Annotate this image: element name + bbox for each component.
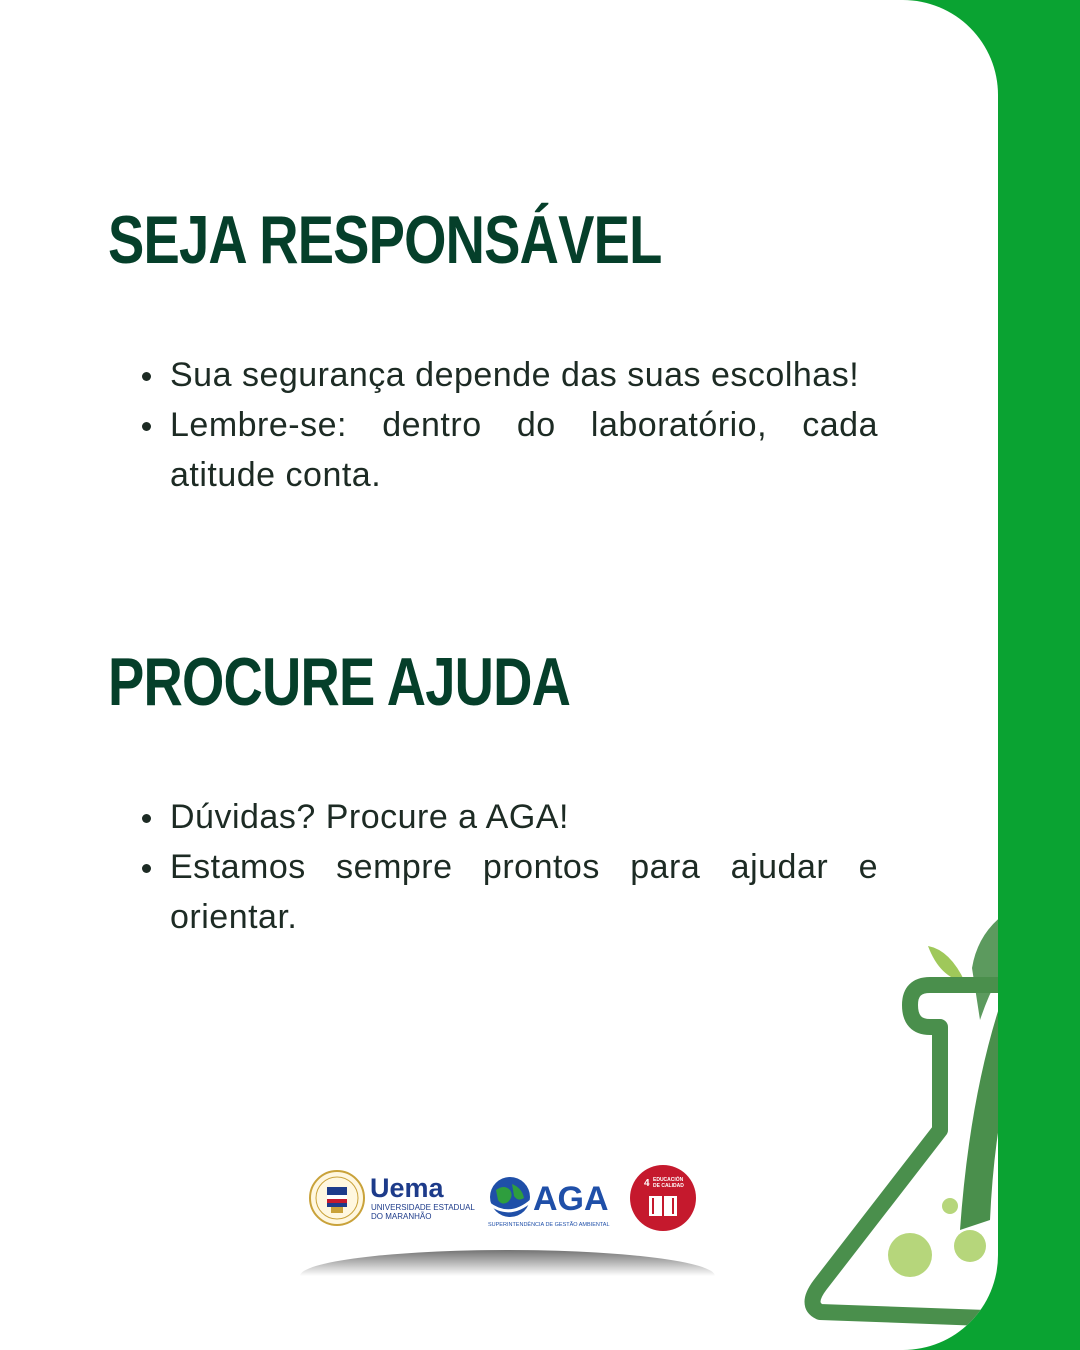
aga-subtitle: SUPERINTENDÊNCIA DE GESTÃO AMBIENTAL <box>488 1222 610 1228</box>
list-item: Lembre-se: dentro do laboratório, cada atitude conta. <box>170 400 878 500</box>
section-title-ajuda: PROCURE AJUDA <box>108 644 571 720</box>
list-item: Sua segurança depende das suas escolhas! <box>170 350 878 400</box>
list-item: Estamos sempre prontos para ajudar e orientar. <box>170 842 878 942</box>
section-title-responsavel: SEJA RESPONSÁVEL <box>108 202 662 278</box>
ods-line2: DE CALIDAD <box>653 1183 684 1189</box>
logos-shadow <box>300 1250 715 1276</box>
uema-line2: DO MARANHÃO <box>371 1212 432 1221</box>
uema-line1: UNIVERSIDADE ESTADUAL <box>371 1203 475 1212</box>
ods-number: 4 <box>644 1178 650 1189</box>
bullet-list-responsavel <box>170 350 878 500</box>
ods-badge <box>630 1165 696 1231</box>
globe-icon <box>488 1177 532 1217</box>
uema-seal-icon <box>310 1171 364 1225</box>
flask-plant-icon <box>800 880 998 1350</box>
list-item: Dúvidas? Procure a AGA! <box>170 792 878 842</box>
ods-line1: EDUCACIÓN <box>653 1177 684 1183</box>
logos-bar <box>300 1160 715 1250</box>
bullet-list-ajuda <box>170 792 878 942</box>
aga-name: AGA <box>533 1180 609 1218</box>
uema-name: Uema <box>370 1173 444 1203</box>
